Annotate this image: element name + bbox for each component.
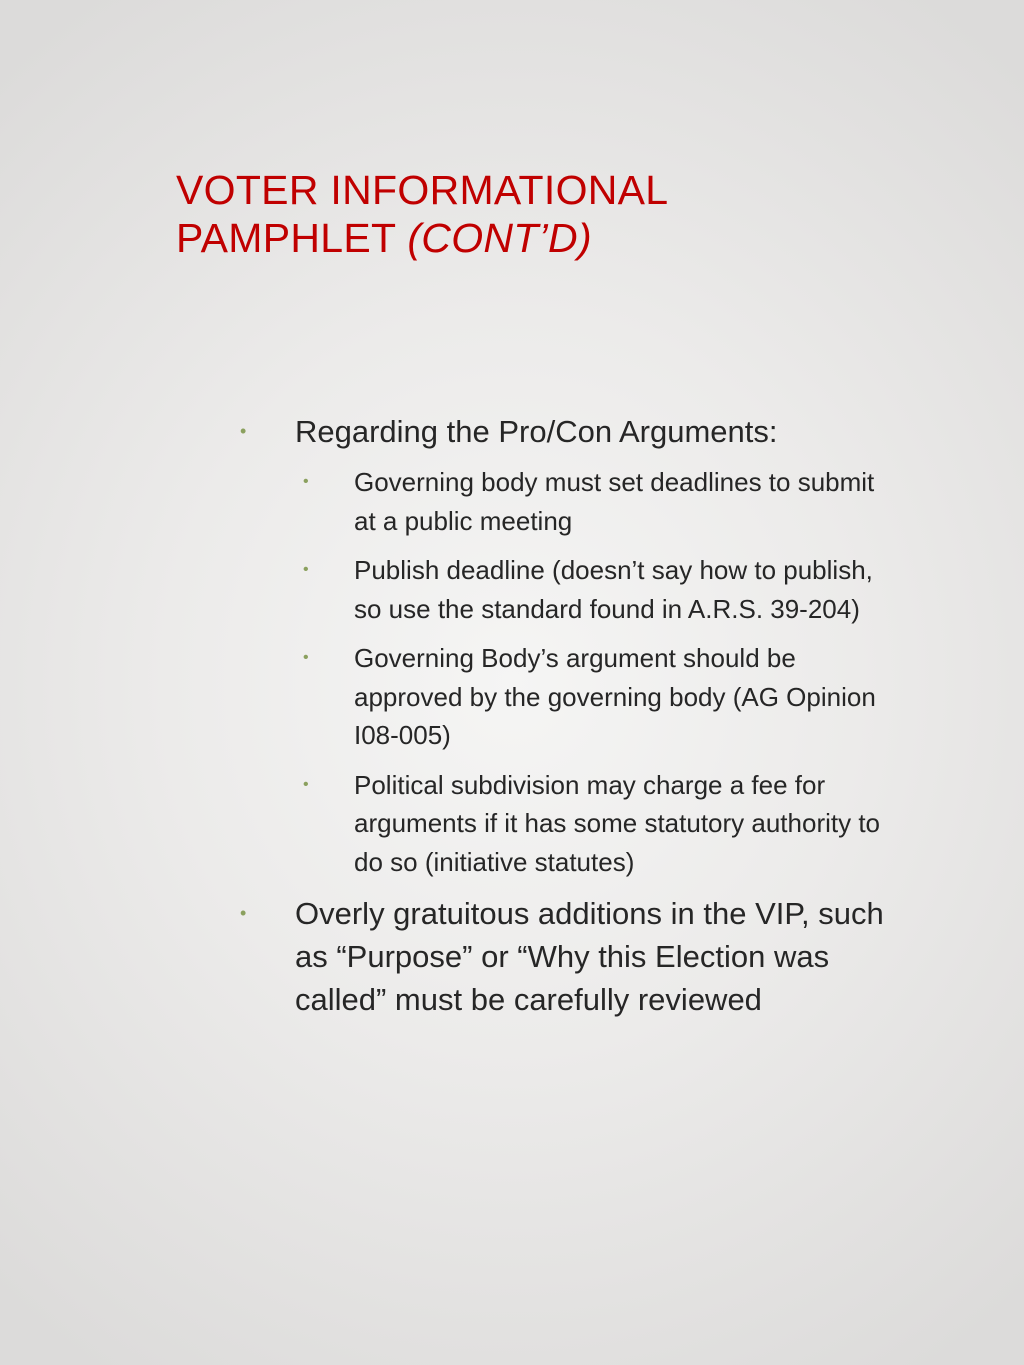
bullet-item-pro-con xyxy=(240,410,900,881)
sub-bullet-dot-icon: • xyxy=(303,473,309,490)
bullet-item-vip-additions xyxy=(240,892,900,1021)
title-line-1: VOTER INFORMATIONAL xyxy=(176,167,669,213)
title-line-2: PAMPHLET xyxy=(176,215,396,261)
title-italic: (CONT’D) xyxy=(407,215,592,261)
sub-bullet-dot-icon: • xyxy=(303,649,309,666)
bullet-text: Regarding the Pro/Con Arguments: xyxy=(295,414,778,449)
sub-bullet-item xyxy=(295,463,900,540)
sub-bullet-text: Publish deadline (doesn’t say how to publish, so use the standard found in A.R.S. 39-204) xyxy=(354,555,873,624)
sub-bullet-dot-icon: • xyxy=(303,561,309,578)
bullet-dot-icon: • xyxy=(240,421,247,441)
sub-bullet-item xyxy=(295,639,900,755)
slide-title xyxy=(176,166,876,262)
sub-bullet-text: Governing body must set deadlines to submit at a public meeting xyxy=(354,467,875,536)
sub-bullet-item xyxy=(295,551,900,628)
bullet-text: Overly gratuitous additions in the VIP, such as “Purpose” or “Why this Election was called” must be carefully reviewed xyxy=(295,896,884,1017)
sub-bullet-item xyxy=(295,766,900,882)
sub-bullet-dot-icon: • xyxy=(303,775,309,793)
slide-content xyxy=(240,410,900,1021)
sub-bullet-text: Political subdivision may charge a fee for arguments if it has some statutory authority to do so (initiative statutes) xyxy=(354,769,881,877)
sub-bullet-list xyxy=(295,463,900,881)
sub-bullet-text: Governing Body’s argument should be approved by the governing body (AG Opinion I08-005) xyxy=(354,643,876,750)
bullet-dot-icon: • xyxy=(240,903,247,923)
